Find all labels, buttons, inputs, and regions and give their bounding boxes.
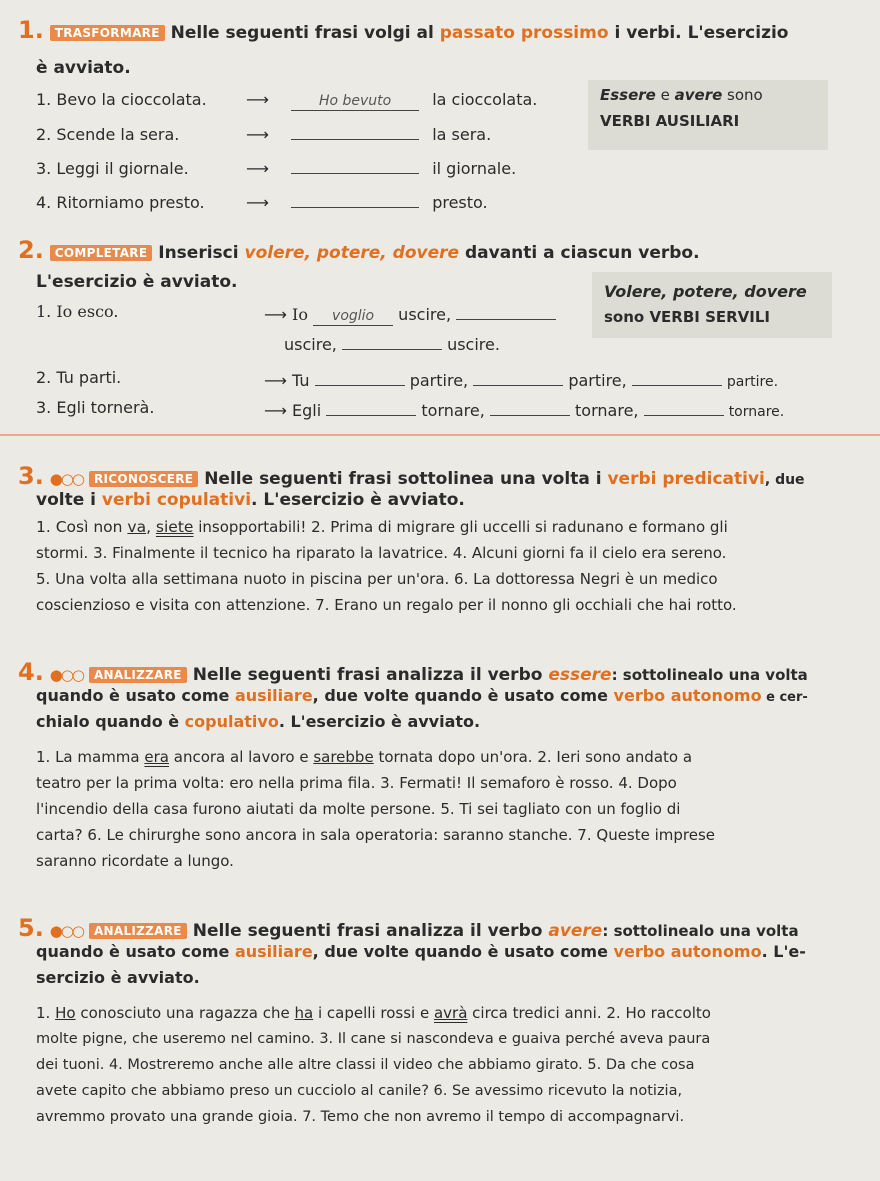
ex2-row-2: ⟶ Tu partire, partire, partire. <box>264 368 778 390</box>
ex4-heading: 4. ●○○ ANALIZZARE Nelle seguenti frasi analizza il verbo essere: sottolinealo una volta <box>18 658 808 686</box>
ex2-heading: 2. COMPLETARE Inserisci volere, potere, dovere davanti a ciascun verbo. <box>18 236 700 264</box>
ex2-blank-5[interactable] <box>473 368 563 386</box>
ex1-heading: 1. TRASFORMARE Nelle seguenti frasi volgi al passato prossimo i verbi. L'esercizio <box>18 16 789 44</box>
ex2-blank-1[interactable]: voglio <box>313 308 393 326</box>
ex3-badge: RICONOSCERE <box>89 471 198 487</box>
divider <box>0 434 880 436</box>
ex4-heading-line3: chialo quando è copulativo. L'esercizio è avviato. <box>36 712 481 731</box>
ex2-badge: COMPLETARE <box>50 245 153 261</box>
ex2-blank-9[interactable] <box>644 398 724 416</box>
ex5-badge: ANALIZZARE <box>89 923 187 939</box>
ex4-badge: ANALIZZARE <box>89 667 187 683</box>
ex2-side-line2: sono VERBI SERVILI <box>604 308 771 326</box>
ex2-row-3: ⟶ Egli tornare, tornare, tornare. <box>264 398 784 420</box>
ex5-heading-line2: quando è usato come ausiliare, due volte quando è usato come verbo autonomo. L'e- <box>36 942 806 961</box>
ex2-row-1: ⟶ Io voglio uscire, <box>264 302 556 326</box>
ex1-row-2: 2. Scende la sera. ⟶ la sera. <box>36 122 491 144</box>
ex1-row-1: 1. Bevo la cioccolata. ⟶ Ho bevuto la cioccolata. <box>36 90 538 109</box>
ex4-text: 1. La mamma era ancora al lavoro e sarebbe tornata dopo un'ora. 2. Ieri sono andato a teatro per la prima volta: ero nella prima fila. 3. Fermati! Il semaforo è rosso. 4. Dopo l'incendio della casa furono aiutati da molte persone. 5. Ti sei tagliato con un foglio di carta? 6. Le chirurghe sono ancora in sala operatoria: saranno stanche. 7. Queste imprese saranno ricordate a lungo. <box>36 748 716 870</box>
ex1-side-line1: Essere e avere sono <box>600 86 763 104</box>
ex1-row-4: 4. Ritorniamo presto. ⟶ presto. <box>36 190 488 212</box>
ex5-heading-line3: sercizio è avviato. <box>36 968 200 987</box>
ex1-side-line2: VERBI AUSILIARI <box>600 112 740 130</box>
ex2-blank-2[interactable] <box>456 302 556 320</box>
ex1-blank-2[interactable] <box>291 122 419 140</box>
ex3-heading-line2: volte i verbi copulativi. L'esercizio è avviato. <box>36 490 465 510</box>
difficulty-dots: ●○○ <box>49 470 84 488</box>
ex2-row-2-left: 2. Tu parti. <box>36 368 122 387</box>
ex1-badge: TRASFORMARE <box>50 25 165 41</box>
ex2-blank-7[interactable] <box>326 398 416 416</box>
ex1-number: 1. <box>18 16 44 44</box>
ex2-row-1b: uscire, uscire. <box>284 332 500 354</box>
ex2-row-1-left: 1. Io esco. <box>36 302 119 321</box>
ex5-text: 1. Ho conosciuto una ragazza che ha i capelli rossi e avrà circa tredici anni. 2. Ho raccolto molte pigne, che useremo nel camino. 3. Il cane si nascondeva e guaiva perché aveva paura dei tuoni. 4. Mostreremo anche alle altre classi il video che abbiamo girato. 5. Da che cosa avete capito che abbiamo preso un cucciolo al canile? 6. Se avessimo ricevuto la notizia, avremmo provato una grande gioia. 7. Temo che non avremo il tempo di accompagnarvi. <box>36 1004 711 1125</box>
ex3-text: 1. Così non va, siete insopportabili! 2. Prima di migrare gli uccelli si radunano e formano gli stormi. 3. Finalmente il tecnico ha riparato la lavatrice. 4. Alcuni giorni fa il cielo era sereno. 5. Una volta alla settimana nuoto in piscina per un'ora. 6. La dottoressa Negri è un medico coscienzioso e visita con attenzione. 7. Erano un regalo per il nonno gli occhiali che hai rotto. <box>36 518 737 614</box>
ex5-heading: 5. ●○○ ANALIZZARE Nelle seguenti frasi analizza il verbo avere: sottolinealo una volta <box>18 914 799 942</box>
ex1-row-3: 3. Leggi il giornale. ⟶ il giornale. <box>36 156 516 178</box>
ex4-heading-line2: quando è usato come ausiliare, due volte quando è usato come verbo autonomo e cer- <box>36 686 808 705</box>
ex2-heading-line2: L'esercizio è avviato. <box>36 272 238 292</box>
ex2-blank-3[interactable] <box>342 332 442 350</box>
ex1-blank-3[interactable] <box>291 156 419 174</box>
ex2-blank-4[interactable] <box>315 368 405 386</box>
ex1-blank-1[interactable]: Ho bevuto <box>291 93 419 111</box>
ex2-blank-8[interactable] <box>490 398 570 416</box>
ex1-blank-4[interactable] <box>291 190 419 208</box>
ex2-row-3-left: 3. Egli tornerà. <box>36 398 155 417</box>
ex2-blank-6[interactable] <box>632 368 722 386</box>
ex3-heading: 3. ●○○ RICONOSCERE Nelle seguenti frasi sottolinea una volta i verbi predicativi, due <box>18 462 805 490</box>
ex1-heading-line2: è avviato. <box>36 58 131 78</box>
ex2-side-line1: Volere, potere, dovere <box>604 282 807 301</box>
